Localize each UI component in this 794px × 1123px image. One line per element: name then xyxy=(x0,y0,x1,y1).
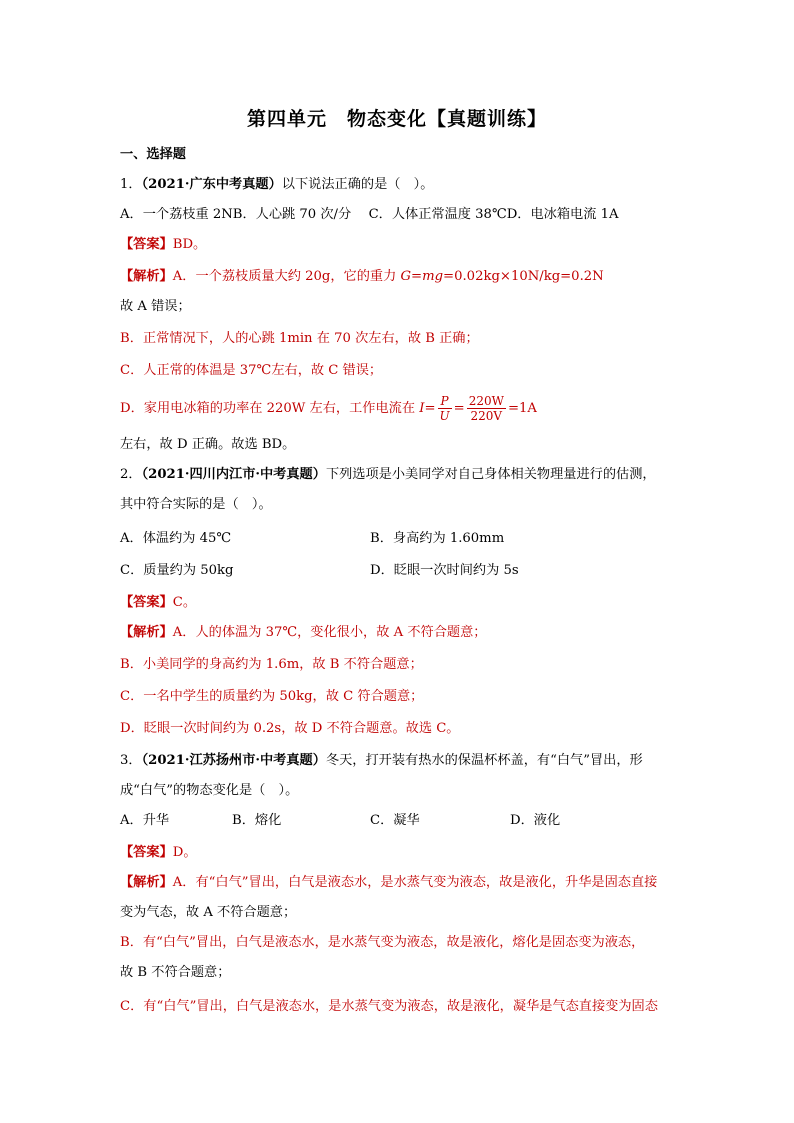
question-2-analysis-a xyxy=(120,624,486,642)
answer-label: 【答案】 xyxy=(120,237,173,252)
question-2-stem-cont: 其中符合实际的是（ ）。 xyxy=(120,497,272,512)
question-3-analysis-b-cont: 故 B 不符合题意； xyxy=(120,965,231,980)
answer-value: C。 xyxy=(172,595,197,610)
question-2-analysis-d: D．眨眼一次时间约为 0.2s，故 D 不符合题意。故选 C。 xyxy=(120,721,460,736)
answer-value: D。 xyxy=(172,845,197,860)
question-3-option-d: D．液化 xyxy=(510,813,561,828)
answer-label: 【答案】 xyxy=(120,845,173,860)
fraction-p-u xyxy=(438,394,452,423)
question-number: 2． xyxy=(120,467,142,482)
question-1-analysis-b: B．正常情况下，人的心跳 1min 在 70 次左右，故 B 正确； xyxy=(120,331,479,346)
question-source: （2021·广东中考真题） xyxy=(141,177,282,192)
question-2 xyxy=(120,466,656,484)
question-1-analysis-a-end: 故 A 错误； xyxy=(120,299,191,314)
question-1-analysis-d: D．家用电冰箱的功率在 220W 左右，工作电流在 I= $\frac{P}{U}$ = $\frac{220W}{220V}$ =1A xyxy=(120,394,537,423)
question-1-answer xyxy=(120,236,206,254)
analysis-text: =0.02kg×10N/kg=0.2N xyxy=(443,269,604,284)
question-2-analysis-c: C．一名中学生的质量约为 50kg，故 C 符合题意； xyxy=(120,689,424,704)
formula: I= xyxy=(419,401,436,416)
question-2-option-c: C．质量约为 50kg xyxy=(120,563,234,578)
question-3-option-a: A．升华 xyxy=(120,813,170,828)
question-2-option-d: D．眨眼一次时间约为 5s xyxy=(370,563,519,578)
analysis-text: A．有“白气”冒出，白气是液态水，是水蒸气变为液态，故是液化，升华是固态直接 xyxy=(172,875,658,890)
question-3-stem-cont: 成“白气”的物态变化是（ ）。 xyxy=(120,783,299,798)
analysis-text: =1A xyxy=(507,401,537,416)
analysis-text: D．家用电冰箱的功率在 220W 左右，工作电流在 xyxy=(120,401,420,416)
question-2-analysis-b: B．小美同学的身高约为 1.6m，故 B 不符合题意； xyxy=(120,657,423,672)
question-1-analysis-d-end: 左右，故 D 正确。故选 BD。 xyxy=(120,437,296,452)
analysis-text: A．一个荔枝质量大约 20g，它的重力 xyxy=(172,269,401,284)
question-stem: 冬天，打开装有热水的保温杯杯盖，有“白气”冒出，形 xyxy=(325,753,643,768)
formula: G=mg xyxy=(400,269,444,284)
section-heading: 一、选择题 xyxy=(120,147,186,162)
question-2-option-b: B．身高约为 1.60mm xyxy=(370,531,505,546)
question-2-option-a: A．体温约为 45℃ xyxy=(120,531,232,546)
question-3-answer xyxy=(120,844,197,862)
question-3-analysis-a xyxy=(120,874,657,892)
analysis-label: 【解析】 xyxy=(120,875,173,890)
question-3 xyxy=(120,752,643,770)
question-source: （2021·江苏扬州市·中考真题） xyxy=(141,753,326,768)
question-source: （2021·四川内江市·中考真题） xyxy=(141,467,326,482)
question-3-analysis-a-cont: 变为气态，故 A 不符合题意； xyxy=(120,905,297,920)
question-stem: 以下说法正确的是（ ）。 xyxy=(281,177,434,192)
question-3-analysis-b: B．有“白气”冒出，白气是液态水，是水蒸气变为液态，故是液化，熔化是固态变为液态， xyxy=(120,935,645,950)
question-number: 1． xyxy=(120,177,142,192)
fraction-numerator: 220W xyxy=(468,394,504,408)
question-1-options: A．一个荔枝重 2NB．人心跳 70 次/分 C．人体正常温度 38℃D．电冰箱电流 1A xyxy=(120,207,619,222)
question-stem: 下列选项是小美同学对自己身体相关物理量进行的估测， xyxy=(325,467,656,482)
fraction-denominator: 220V xyxy=(470,409,503,423)
analysis-label: 【解析】 xyxy=(120,269,173,284)
question-1 xyxy=(120,176,433,194)
fraction-numerator: P xyxy=(438,394,452,409)
page-title: 第四单元 物态变化【真题训练】 xyxy=(246,108,547,130)
fraction-w-v xyxy=(467,394,506,423)
question-1-analysis-c: C．人正常的体温是 37℃左右，故 C 错误； xyxy=(120,363,383,378)
question-3-option-b: B．熔化 xyxy=(232,813,282,828)
question-number: 3． xyxy=(120,753,142,768)
fraction-denominator: U xyxy=(439,409,450,423)
question-3-option-c: C．凝华 xyxy=(370,813,420,828)
question-1-analysis-a xyxy=(120,268,604,286)
analysis-label: 【解析】 xyxy=(120,625,173,640)
answer-label: 【答案】 xyxy=(120,595,173,610)
question-3-analysis-c: C．有“白气”冒出，白气是液态水，是水蒸气变为液态，故是液化，凝华是气态直接变为固态 xyxy=(120,999,658,1014)
question-2-answer xyxy=(120,594,196,612)
answer-value: BD。 xyxy=(172,237,207,252)
analysis-text: A．人的体温为 37℃，变化很小，故 A 不符合题意； xyxy=(172,625,487,640)
